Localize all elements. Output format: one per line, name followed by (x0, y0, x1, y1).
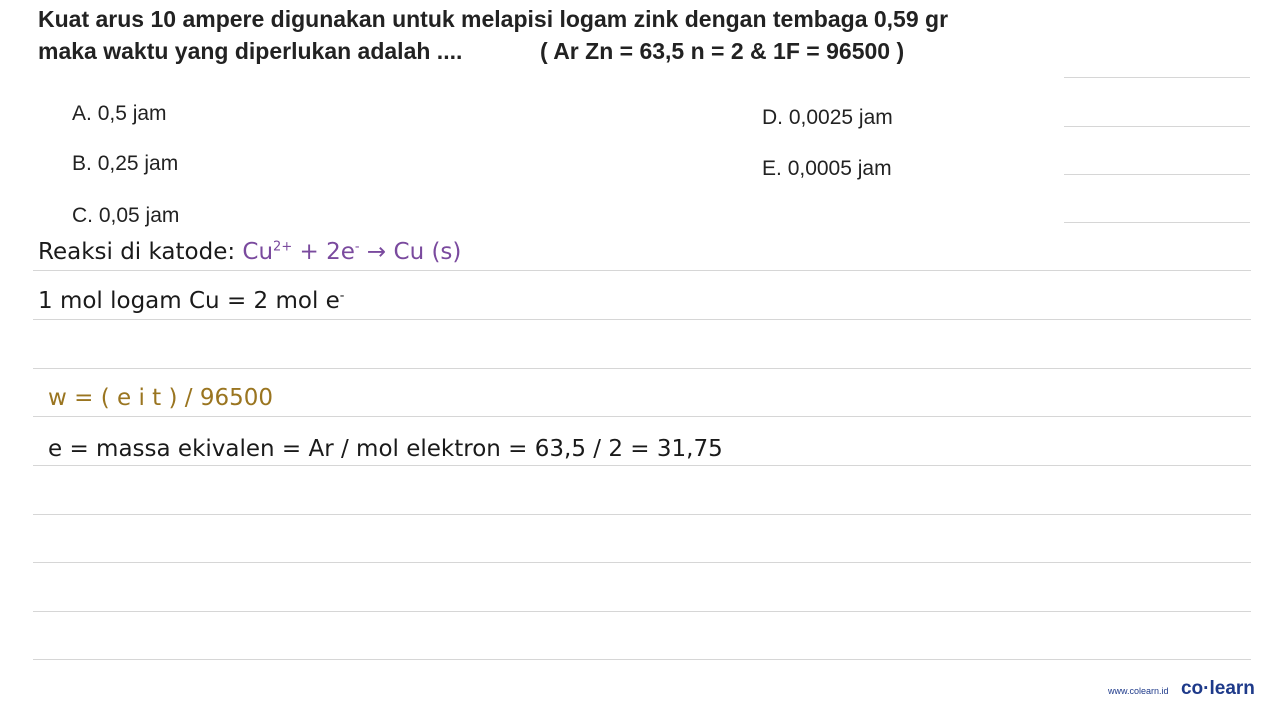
solution-formula: w = ( e i t ) / 96500 (48, 385, 273, 411)
question-line-2: maka waktu yang diperlukan adalah .... (38, 38, 463, 64)
option-c-text: 0,05 jam (98, 204, 180, 227)
answer-rule (1064, 77, 1250, 78)
solution-reaction (38, 239, 461, 265)
ruled-line (33, 416, 1251, 417)
option-e-letter: E. (762, 157, 782, 180)
option-c (72, 204, 179, 228)
solution-equivalent-mass: e = massa ekivalen = Ar / mol elektron = 63,5 / 2 = 31,75 (48, 436, 723, 462)
reaction-cu: Cu (242, 239, 274, 265)
reaction-equation (242, 239, 461, 265)
ruled-line (33, 368, 1251, 369)
question-line-1: Kuat arus 10 ampere digunakan untuk melapisi logam zink dengan tembaga 0,59 gr (38, 6, 949, 32)
option-d (762, 106, 893, 130)
ruled-line (33, 611, 1251, 612)
answer-rule (1064, 222, 1250, 223)
footer-url: www.colearn.id (1108, 686, 1169, 696)
reaction-label: Reaksi di katode: (38, 239, 243, 265)
solution-mol (38, 288, 345, 314)
mol-text: 1 mol logam Cu = 2 mol e (38, 288, 340, 314)
ruled-line (33, 514, 1251, 515)
ruled-line (33, 562, 1251, 563)
reaction-electrons: + 2e (292, 239, 355, 265)
answer-rule (1064, 174, 1250, 175)
answer-rule (1064, 126, 1250, 127)
reaction-product: → Cu (s) (359, 239, 462, 265)
option-b-letter: B. (72, 152, 92, 175)
option-a-letter: A. (72, 102, 92, 125)
option-e (762, 157, 892, 181)
option-a (72, 102, 167, 126)
colearn-logo: co·learn (1180, 678, 1255, 699)
option-b (72, 152, 178, 176)
reaction-charge: 2+ (273, 239, 293, 255)
ruled-line (33, 659, 1251, 660)
question-given-values: ( Ar Zn = 63,5 n = 2 & 1F = 96500 ) (540, 38, 905, 64)
option-d-text: 0,0025 jam (788, 106, 893, 129)
mol-sup: - (339, 288, 345, 304)
option-d-letter: D. (762, 106, 783, 129)
option-e-text: 0,0005 jam (787, 157, 892, 180)
option-b-text: 0,25 jam (97, 152, 179, 175)
ruled-line (33, 319, 1251, 320)
ruled-line (33, 270, 1251, 271)
option-a-text: 0,5 jam (97, 102, 167, 125)
option-c-letter: C. (72, 204, 93, 227)
footer-brand (1108, 678, 1255, 700)
reaction-electron-charge: - (354, 239, 360, 255)
ruled-line (33, 465, 1251, 466)
